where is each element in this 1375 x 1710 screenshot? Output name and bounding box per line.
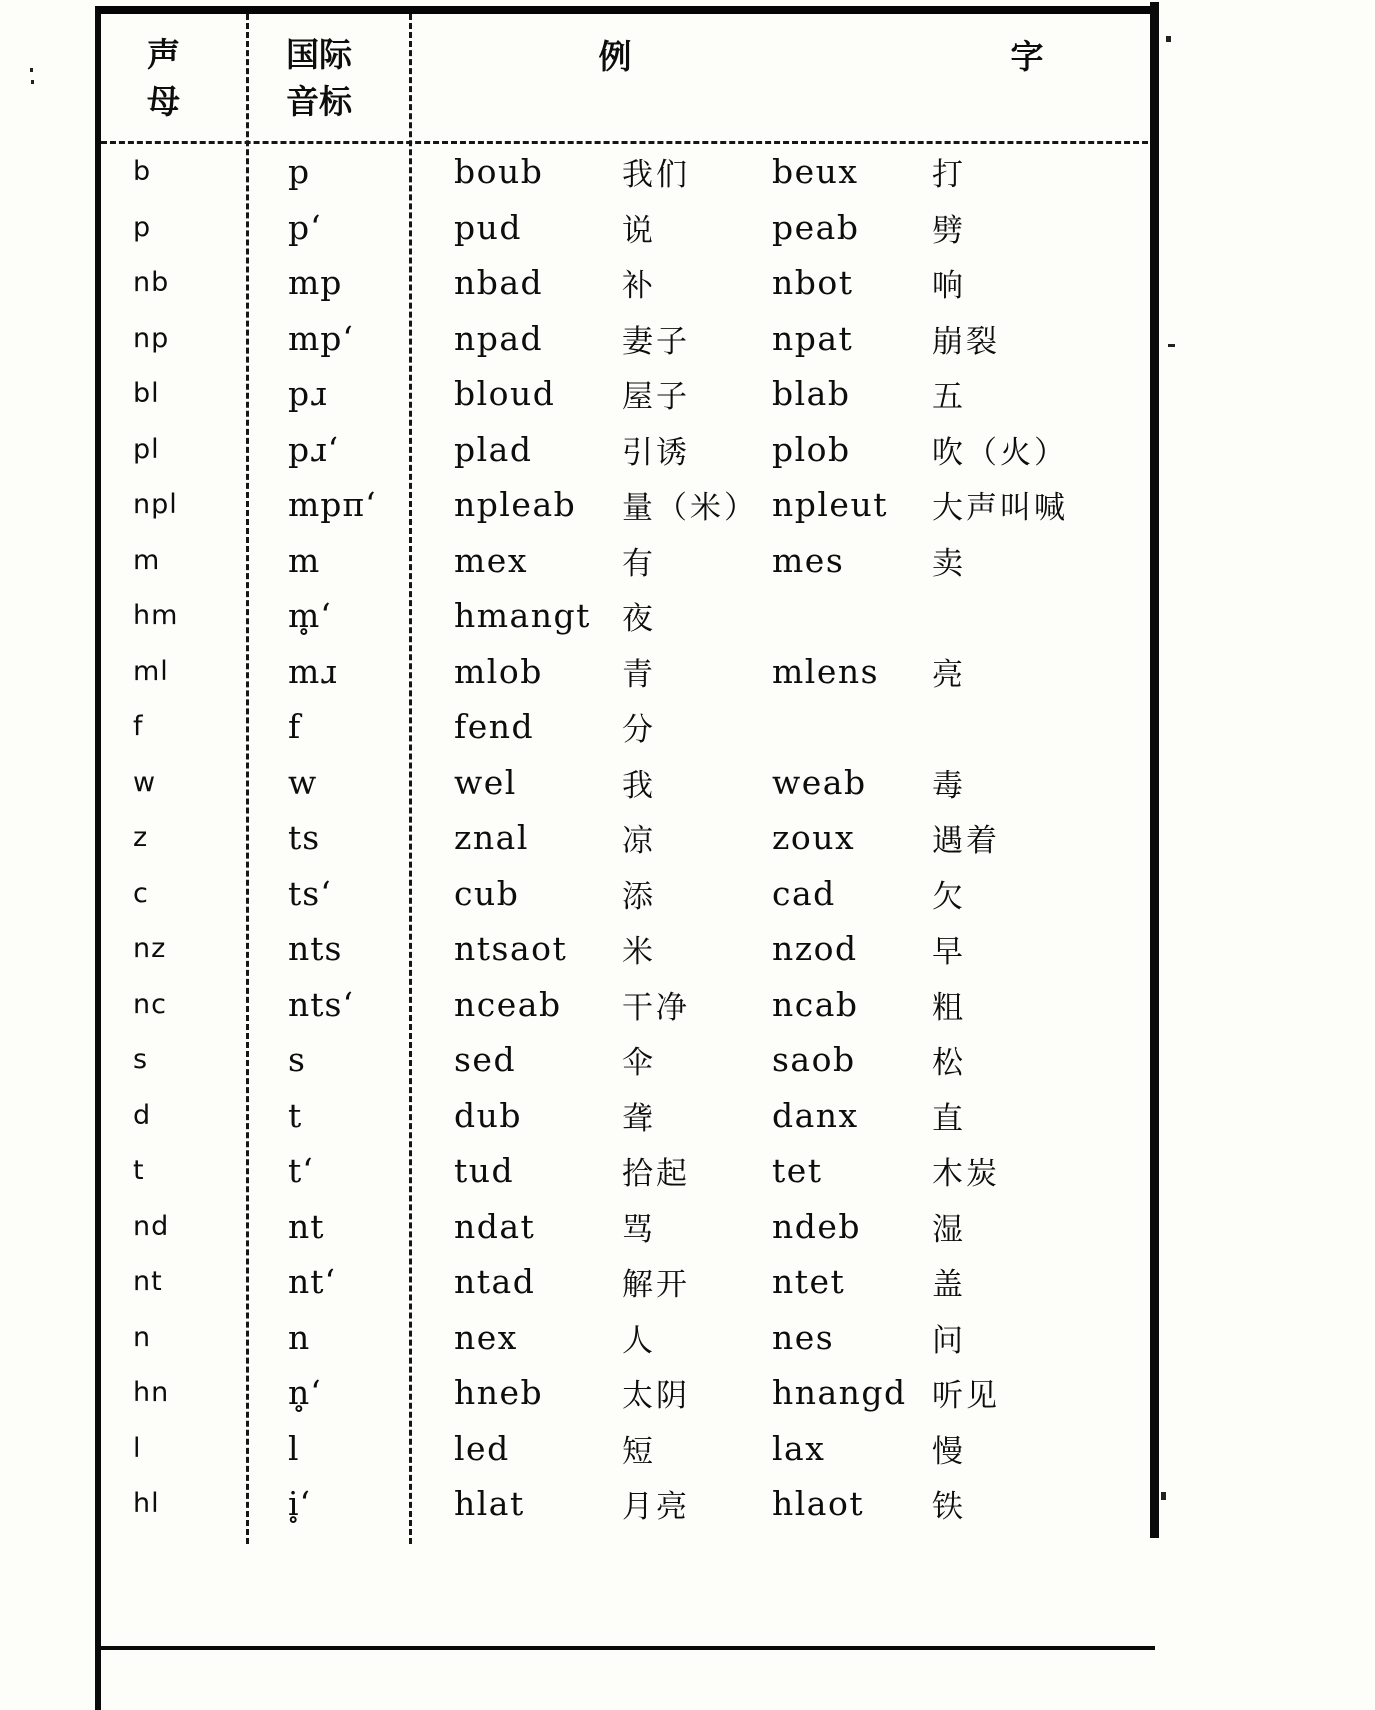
example-gloss-2: 直 — [932, 1100, 966, 1137]
ipa-cell: mp‘ — [288, 318, 354, 358]
ipa-cell: p‘ — [288, 207, 322, 247]
example-gloss-2: 吹（火） — [932, 434, 1068, 471]
initial-cell: f — [133, 711, 144, 743]
examples-cell — [409, 593, 1157, 638]
table-row — [101, 921, 1157, 977]
example-gloss-2: 粗 — [932, 989, 966, 1026]
example-word-1: cub — [454, 873, 520, 913]
table-bottom-rule — [101, 1646, 1155, 1650]
initial-cell: nt — [133, 1266, 163, 1298]
examples-cell — [409, 1315, 1157, 1360]
table-row — [101, 144, 1157, 200]
example-word-2: zoux — [772, 818, 856, 858]
initial-cell: m — [133, 544, 161, 576]
ipa-cell: nts — [288, 929, 343, 969]
example-word-2: nzod — [772, 929, 858, 969]
example-word-2: npat — [772, 318, 854, 358]
examples-cell — [409, 316, 1157, 361]
initial-cell: bl — [133, 378, 160, 410]
table-row — [101, 699, 1157, 755]
examples-cell — [409, 1370, 1157, 1415]
example-gloss-1: 有 — [622, 545, 656, 582]
example-gloss-1: 屋子 — [622, 379, 690, 416]
scan-speck — [1168, 344, 1175, 347]
example-gloss-1: 太阴 — [622, 1378, 690, 1415]
initial-cell: l — [133, 1432, 142, 1464]
table-row — [101, 1199, 1157, 1255]
example-word-2: danx — [772, 1095, 859, 1135]
example-word-2: nes — [772, 1317, 835, 1357]
example-gloss-2: 松 — [932, 1045, 966, 1082]
table-row — [101, 588, 1157, 644]
examples-cell — [409, 482, 1157, 527]
example-gloss-2: 铁 — [932, 1489, 966, 1526]
example-word-1: dub — [454, 1095, 523, 1135]
table-row — [101, 755, 1157, 811]
example-gloss-2: 早 — [932, 934, 966, 971]
example-word-1: hneb — [454, 1373, 544, 1413]
example-gloss-2: 湿 — [932, 1211, 966, 1248]
example-gloss-2: 遇着 — [932, 823, 1000, 860]
example-word-2: hnangd — [772, 1373, 907, 1413]
table-row — [101, 977, 1157, 1033]
example-word-2: mes — [772, 540, 845, 580]
example-word-1: fend — [454, 707, 535, 747]
example-gloss-2: 盖 — [932, 1267, 966, 1304]
table-right-border — [1150, 2, 1159, 1538]
scan-speck — [1166, 36, 1171, 42]
scan-speck — [1161, 1492, 1166, 1500]
table-row — [101, 866, 1157, 922]
example-gloss-1: 短 — [622, 1433, 656, 1470]
example-gloss-2: 木炭 — [932, 1156, 1000, 1193]
header-initials-line2: 母 — [147, 81, 180, 121]
ipa-cell: m — [288, 540, 321, 580]
example-gloss-1: 添 — [622, 878, 656, 915]
initial-cell: c — [133, 877, 149, 909]
example-gloss-2: 大声叫喊 — [932, 490, 1068, 527]
example-word-2: plob — [772, 429, 851, 469]
column-divider-1 — [246, 14, 249, 1544]
examples-cell — [409, 149, 1157, 194]
ipa-cell: p — [288, 152, 311, 192]
examples-cell — [409, 649, 1157, 694]
examples-cell — [409, 427, 1157, 472]
example-gloss-1: 拾起 — [622, 1156, 690, 1193]
initial-cell: hl — [133, 1488, 160, 1520]
example-word-2: cad — [772, 873, 836, 913]
example-gloss-1: 补 — [622, 268, 656, 305]
examples-cell — [409, 371, 1157, 416]
phonology-table — [95, 6, 1157, 1710]
examples-cell — [409, 815, 1157, 860]
example-gloss-2: 慢 — [932, 1433, 966, 1470]
ipa-cell: nt‘ — [288, 1262, 337, 1302]
example-word-1: plad — [454, 429, 533, 469]
example-gloss-1: 米 — [622, 934, 656, 971]
example-gloss-1: 引诱 — [622, 434, 690, 471]
initial-cell: hn — [133, 1377, 170, 1409]
example-word-2: beux — [772, 152, 859, 192]
ipa-cell: n — [288, 1317, 311, 1357]
ipa-cell: mp — [288, 263, 343, 303]
example-word-2: mlens — [772, 651, 880, 691]
ipa-cell: t — [288, 1095, 303, 1135]
example-gloss-2: 卖 — [932, 545, 966, 582]
table-row — [101, 1143, 1157, 1199]
ipa-cell: nt — [288, 1206, 325, 1246]
example-word-1: ndat — [454, 1206, 536, 1246]
example-word-2: ndeb — [772, 1206, 862, 1246]
examples-cell — [409, 871, 1157, 916]
examples-cell — [409, 1426, 1157, 1471]
example-word-1: led — [454, 1428, 510, 1468]
initial-cell: np — [133, 322, 170, 354]
initial-cell: t — [133, 1155, 145, 1187]
ipa-cell: w — [288, 762, 318, 802]
scan-speck — [31, 80, 34, 84]
initial-cell: nc — [133, 988, 167, 1020]
example-gloss-1: 我们 — [622, 157, 690, 194]
header-examples-column — [409, 14, 1157, 141]
initial-cell: nz — [133, 933, 167, 965]
example-gloss-1: 凉 — [622, 823, 656, 860]
table-row — [101, 810, 1157, 866]
example-gloss-1: 青 — [622, 656, 656, 693]
initial-cell: npl — [133, 489, 178, 521]
ipa-cell: ts‘ — [288, 873, 332, 913]
table-row — [101, 1421, 1157, 1477]
examples-cell — [409, 982, 1157, 1027]
ipa-cell: f — [288, 707, 302, 747]
example-word-1: ntsaot — [454, 929, 568, 969]
initial-cell: nb — [133, 267, 170, 299]
example-word-1: bloud — [454, 374, 556, 414]
example-word-1: tud — [454, 1151, 515, 1191]
example-word-1: wel — [454, 762, 517, 802]
table-row — [101, 200, 1157, 256]
example-word-1: znal — [454, 818, 529, 858]
example-word-1: nceab — [454, 984, 562, 1024]
example-gloss-2: 欠 — [932, 878, 966, 915]
example-word-1: nbad — [454, 263, 544, 303]
initial-cell: ml — [133, 655, 169, 687]
table-row — [101, 311, 1157, 367]
column-divider-2 — [409, 14, 412, 1544]
ipa-cell: pɹ‘ — [288, 429, 340, 469]
initial-cell: pl — [133, 433, 160, 465]
example-word-1: ntad — [454, 1262, 536, 1302]
example-word-2: peab — [772, 207, 860, 247]
example-gloss-2: 五 — [932, 379, 966, 416]
example-word-1: npleab — [454, 485, 577, 525]
table-row — [101, 477, 1157, 533]
example-word-2: hlaot — [772, 1484, 865, 1524]
header-example-label: 例 — [598, 37, 632, 76]
example-word-2: ntet — [772, 1262, 846, 1302]
example-word-1: nex — [454, 1317, 518, 1357]
table-row — [101, 366, 1157, 422]
examples-cell — [409, 926, 1157, 971]
initial-cell: p — [133, 211, 152, 243]
header-initials-column — [101, 14, 246, 141]
table-row — [101, 1032, 1157, 1088]
initial-cell: b — [133, 156, 152, 188]
scan-speck — [30, 68, 33, 72]
example-gloss-1: 伞 — [622, 1045, 656, 1082]
example-gloss-2: 崩裂 — [932, 323, 1000, 360]
example-gloss-1: 量（米） — [622, 490, 758, 527]
ipa-cell: mɹ — [288, 651, 338, 691]
example-word-1: hmangt — [454, 596, 591, 636]
ipa-cell: n̥‘ — [288, 1373, 322, 1413]
examples-cell — [409, 538, 1157, 583]
example-word-2: blab — [772, 374, 851, 414]
ipa-cell: mpπ‘ — [288, 485, 377, 525]
ipa-cell: l — [288, 1428, 300, 1468]
table-row — [101, 1310, 1157, 1366]
ipa-cell: nts‘ — [288, 984, 354, 1024]
table-body — [101, 144, 1157, 1532]
initial-cell: z — [133, 822, 149, 854]
table-row — [101, 1365, 1157, 1421]
example-word-1: mlob — [454, 651, 543, 691]
example-gloss-2: 毒 — [932, 767, 966, 804]
example-word-2: npleut — [772, 485, 888, 525]
example-gloss-1: 月亮 — [622, 1489, 690, 1526]
table-row — [101, 422, 1157, 478]
table-row — [101, 533, 1157, 589]
example-word-1: pud — [454, 207, 523, 247]
ipa-cell: s — [288, 1040, 306, 1080]
example-word-1: sed — [454, 1040, 517, 1080]
examples-cell — [409, 760, 1157, 805]
initial-cell: w — [133, 766, 157, 798]
example-gloss-1: 聋 — [622, 1100, 656, 1137]
table-row — [101, 255, 1157, 311]
table-header-row — [101, 14, 1157, 144]
example-gloss-2: 打 — [932, 157, 966, 194]
example-gloss-1: 我 — [622, 767, 656, 804]
header-character-label: 字 — [1010, 37, 1044, 76]
example-gloss-1: 人 — [622, 1322, 656, 1359]
example-word-2: nbot — [772, 263, 854, 303]
example-gloss-1: 夜 — [622, 601, 656, 638]
header-ipa-column — [246, 14, 409, 141]
example-word-2: tet — [772, 1151, 823, 1191]
example-gloss-1: 妻子 — [622, 323, 690, 360]
initial-cell: s — [133, 1044, 149, 1076]
example-gloss-1: 解开 — [622, 1267, 690, 1304]
ipa-cell: t‘ — [288, 1151, 314, 1191]
example-gloss-2: 响 — [932, 268, 966, 305]
example-word-1: hlat — [454, 1484, 525, 1524]
example-word-1: mex — [454, 540, 528, 580]
ipa-cell: ts — [288, 818, 321, 858]
example-gloss-2: 劈 — [932, 212, 966, 249]
example-word-1: boub — [454, 152, 544, 192]
example-word-1: npad — [454, 318, 544, 358]
table-row — [101, 1254, 1157, 1310]
examples-cell — [409, 260, 1157, 305]
example-gloss-1: 说 — [622, 212, 656, 249]
examples-cell — [409, 1093, 1157, 1138]
examples-cell — [409, 205, 1157, 250]
example-gloss-1: 骂 — [622, 1211, 656, 1248]
examples-cell — [409, 1148, 1157, 1193]
table-row — [101, 644, 1157, 700]
initial-cell: hm — [133, 600, 179, 632]
ipa-cell: m̥‘ — [288, 596, 332, 636]
header-ipa-line1: 国际 — [286, 34, 352, 74]
example-gloss-1: 分 — [622, 712, 656, 749]
examples-cell — [409, 704, 1157, 749]
initial-cell: nd — [133, 1210, 170, 1242]
example-word-2: ncab — [772, 984, 859, 1024]
table-row — [101, 1476, 1157, 1532]
initial-cell: n — [133, 1321, 152, 1353]
example-word-2: weab — [772, 762, 867, 802]
ipa-cell: pɹ — [288, 374, 328, 414]
header-ipa-line2: 音标 — [286, 81, 352, 121]
header-initials-line1: 声 — [147, 34, 180, 74]
example-word-2: saob — [772, 1040, 856, 1080]
examples-cell — [409, 1037, 1157, 1082]
ipa-cell: i̥‘ — [288, 1484, 312, 1524]
example-gloss-1: 干净 — [622, 989, 690, 1026]
initial-cell: d — [133, 1099, 152, 1131]
example-gloss-2: 听见 — [932, 1378, 1000, 1415]
example-word-2: lax — [772, 1428, 826, 1468]
example-gloss-2: 问 — [932, 1322, 966, 1359]
example-gloss-2: 亮 — [932, 656, 966, 693]
examples-cell — [409, 1481, 1157, 1526]
examples-cell — [409, 1259, 1157, 1304]
examples-cell — [409, 1204, 1157, 1249]
table-row — [101, 1088, 1157, 1144]
